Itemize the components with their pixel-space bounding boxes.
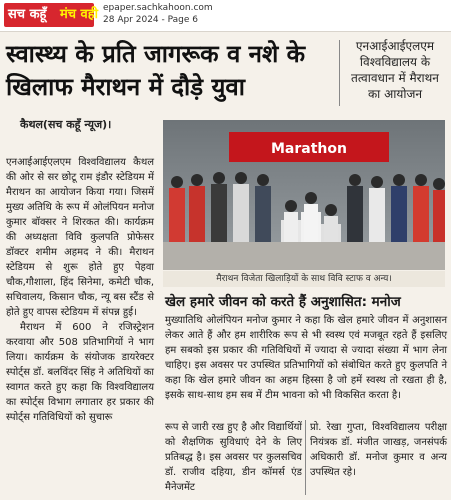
newspaper-logo[interactable] — [4, 3, 99, 27]
section-headline: खेल हमारे जीवन को करते हैं अनुशासित: मनोज — [165, 294, 401, 310]
marathon-winners-photo — [163, 120, 445, 270]
logo-text-left: सच कहूँ — [8, 7, 47, 22]
photo-caption: मैराथन विजेता खिलाड़ियों के साथ विवि स्टाफ व अन्य। — [163, 271, 445, 287]
photo-illustration — [163, 120, 445, 270]
banner-text: Marathon — [271, 141, 347, 157]
dateline: कैथल(सच कहूँ न्यूज)। — [20, 118, 112, 131]
column-divider — [305, 420, 306, 495]
article-body-wide: मुख्यातिथि ओलंपियन मनोज कुमार ने कहा कि खेल हमारे जीवन में अनुशासन लेकर आते हैं और हम शारीरिक रूप से भी स्वस्थ एवं मजबूत रहते हैं इसलिए हम सबको इस प्रकार की गतिविधियों में ज्यादा से ज्यादा संख्या में भाग लेना चाहिए। इस अवसर पर उपस्थित प्रतिभागियों को संबोधित करते हुए कुलपति ने कहा कि खेल हमारे जीवन का अहम हिस्सा है जो हमें स्वस्थ तो रखता ही है, इसके साथ-साथ हम सब में टीम भावना को भी विकसित करता है। — [165, 315, 447, 401]
body-paragraph: एनआईआईएलएम विश्वविद्यालय कैथल की ओर से सर छोटू राम इंडौर स्टेडियम में मैराथन का आयोजन किया गया। जिसमें मुख्य अतिथि के रूप में ओलंपियन मनोज कुमार बॉक्सर ने शिरकत की। कार्यक्रम की अध्यक्षता विवि कुलपति प्रोफेसर डॉक्टर शमीम अहमद ने की। मैराथन स्टेडियम से शुरू होते हुए पेहवा चौक,गौशाला, हिंद सिनेमा, कमेटी चौक, सचिवालय, किसान चौक, न्यू बस स्टैंड से होते हुए वापस स्टेडियम में संपन्न हुई। — [6, 157, 154, 318]
article-body-left — [6, 155, 154, 425]
main-headline: स्वास्थ्य के प्रति जागरूक व नशे के खिलाफ मैराथन में दौड़े युवा — [6, 40, 306, 101]
sub-headline-box: एनआईआईएलएम विश्वविद्यालय के तत्वावधान में मैराथन का आयोजन — [351, 39, 439, 101]
body-paragraph: मैराथन में 600 ने रजिस्ट्रेशन करवाया और 508 प्रतिभागियों ने भाग लिया। कार्यक्रम के संयोजक डायरेक्टर स्पोर्ट्स डॉ. बलविंदर सिंह ने अतिथियों का स्वागत करते हुए कहा कि विश्वविद्यालय का स्पोर्ट्स विभाग लगातार हर प्रकार की स्पोर्ट्स गतिविधियों को सुचारू — [6, 322, 154, 423]
article-body-mid: रूप से जारी रख हुए है और विद्यार्थियों को शैक्षणिक सुविधाएं देने के लिए प्रतिबद्ध है। इस अवसर पर कुलसचिव डॉ. राजीव दहिया, डीन कॉमर्स एंड मैनेजमेंट — [165, 422, 302, 493]
edition-date-page: 28 Apr 2024 - Page 6 — [103, 15, 198, 25]
article-body-right: प्रो. रेखा गुप्ता, विश्वविद्यालय परीक्षा नियंत्रक डॉ. मंजीत जाखड़, जनसंपर्क अधिकारी डॉ. मनोज कुमार व अन्य उपस्थित रहे। — [310, 422, 447, 478]
logo-text-right: मंच वही — [60, 7, 99, 22]
column-divider — [339, 40, 340, 106]
epaper-url[interactable]: epaper.sachkahoon.com — [103, 3, 213, 13]
